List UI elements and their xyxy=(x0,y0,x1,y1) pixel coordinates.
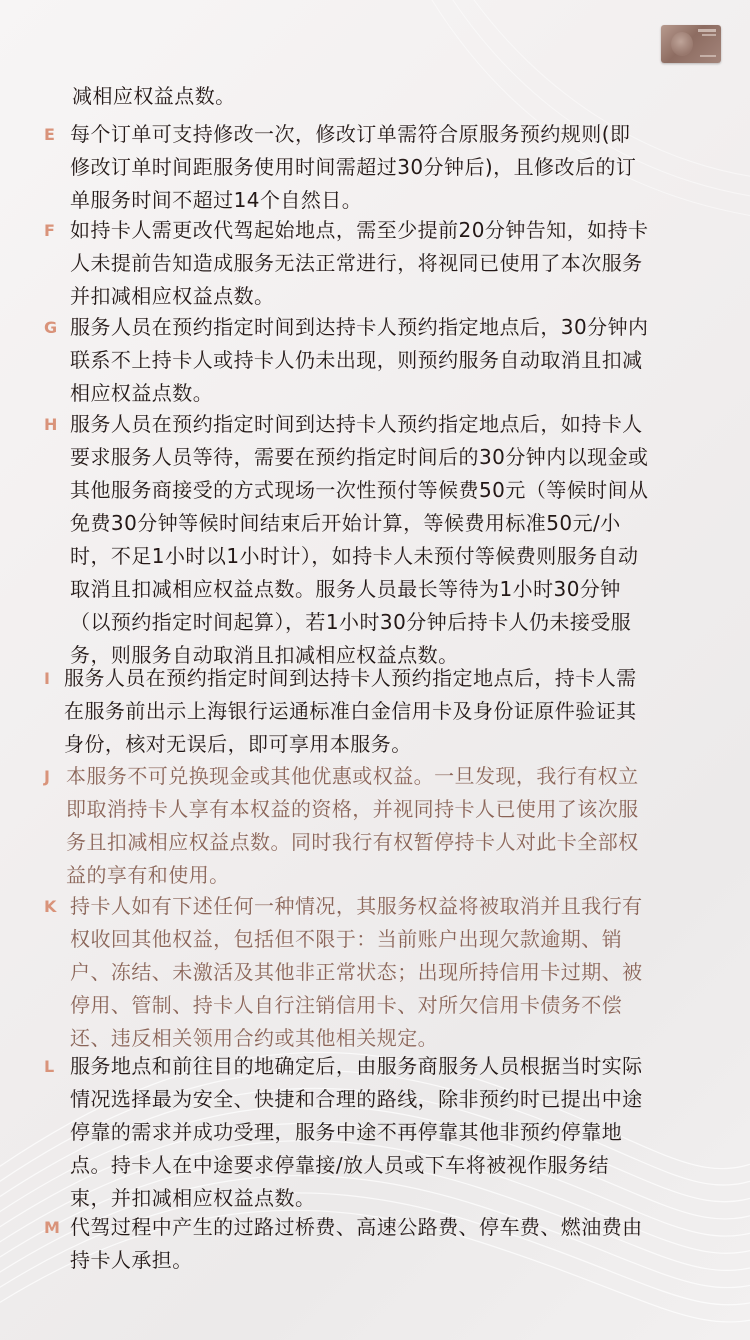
card-portrait-icon xyxy=(671,32,693,56)
item-letter: H xyxy=(44,415,58,434)
item-text: 服务人员在预约指定时间到达持卡人预约指定地点后，持卡人需 在服务前出示上海银行运通标准白金信用卡及身份证原件验证其 身份，核对无误后，即可享用本服务。 xyxy=(64,666,637,756)
item-text: 服务人员在预约指定时间到达持卡人预约指定地点后，如持卡人 要求服务人员等待，需要在预约指定时间后的30分钟内以现金或 其他服务商接受的方式现场一次性预付等候费50元（等候时间从 免费30分钟等候时间结束后开始计算，等候费用标准50元/小 时，不足1小时以1小时计），如持卡人未预付等候费则服务自动 取消且扣减相应权益点数。服务人员最长等待为1小时30分钟 （以预约指定时间起算），若1小时30分钟后持卡人仍未接受服 务，则服务自动取消且扣减相应权益点数。 xyxy=(70,412,649,667)
item-text: 持卡人如有下述任何一种情况，其服务权益将被取消并且我行有 权收回其他权益，包括但不限于：当前账户出现欠款逾期、销 户、冻结、未激活及其他非正常状态；出现所持信用卡过期、被 停用、管制、持卡人自行注销信用卡、对所欠信用卡债务不偿 还、违反相关领用合约或其他相关规定。 xyxy=(70,894,643,1050)
item-text: 减相应权益点数。 xyxy=(72,84,236,108)
item-text: 服务人员在预约指定时间到达持卡人预约指定地点后，30分钟内 联系不上持卡人或持卡人仍未出现，则预约服务自动取消且扣减 相应权益点数。 xyxy=(70,315,649,405)
item-letter: J xyxy=(44,767,50,786)
credit-card-thumbnail xyxy=(661,25,721,63)
item-letter: F xyxy=(44,221,55,240)
item-letter: L xyxy=(44,1057,55,1076)
item-letter: I xyxy=(44,669,50,688)
card-brand-submark xyxy=(702,34,716,36)
card-signature-mark xyxy=(700,55,716,57)
item-text: 代驾过程中产生的过路过桥费、高速公路费、停车费、燃油费由 持卡人承担。 xyxy=(70,1215,643,1272)
item-text: 每个订单可支持修改一次，修改订单需符合原服务预约规则(即 修改订单时间距服务使用时间需超过30分钟后)，且修改后的订 单服务时间不超过14个自然日。 xyxy=(70,122,637,212)
item-letter: E xyxy=(44,125,55,144)
card-brand-mark xyxy=(698,29,716,32)
item-text: 如持卡人需更改代驾起始地点，需至少提前20分钟告知，如持卡 人未提前告知造成服务无法正常进行，将视同已使用了本次服务 并扣减相应权益点数。 xyxy=(70,218,649,308)
item-letter: M xyxy=(44,1218,60,1237)
item-letter: K xyxy=(44,897,57,916)
item-letter: G xyxy=(44,318,58,337)
item-text: 本服务不可兑换现金或其他优惠或权益。一旦发现，我行有权立 即取消持卡人享有本权益的资格，并视同持卡人已使用了该次服 务且扣减相应权益点数。同时我行有权暂停持卡人对此卡全部权 益的享有和使用。 xyxy=(66,764,639,887)
item-text: 服务地点和前往目的地确定后，由服务商服务人员根据当时实际 情况选择最为安全、快捷和合理的路线，除非预约时已提出中途 停靠的需求并成功受理，服务中途不再停靠其他非预约停靠地 点。持卡人在中途要求停靠接/放人员或下车将被视作服务结 束，并扣减相应权益点数。 xyxy=(70,1054,643,1210)
